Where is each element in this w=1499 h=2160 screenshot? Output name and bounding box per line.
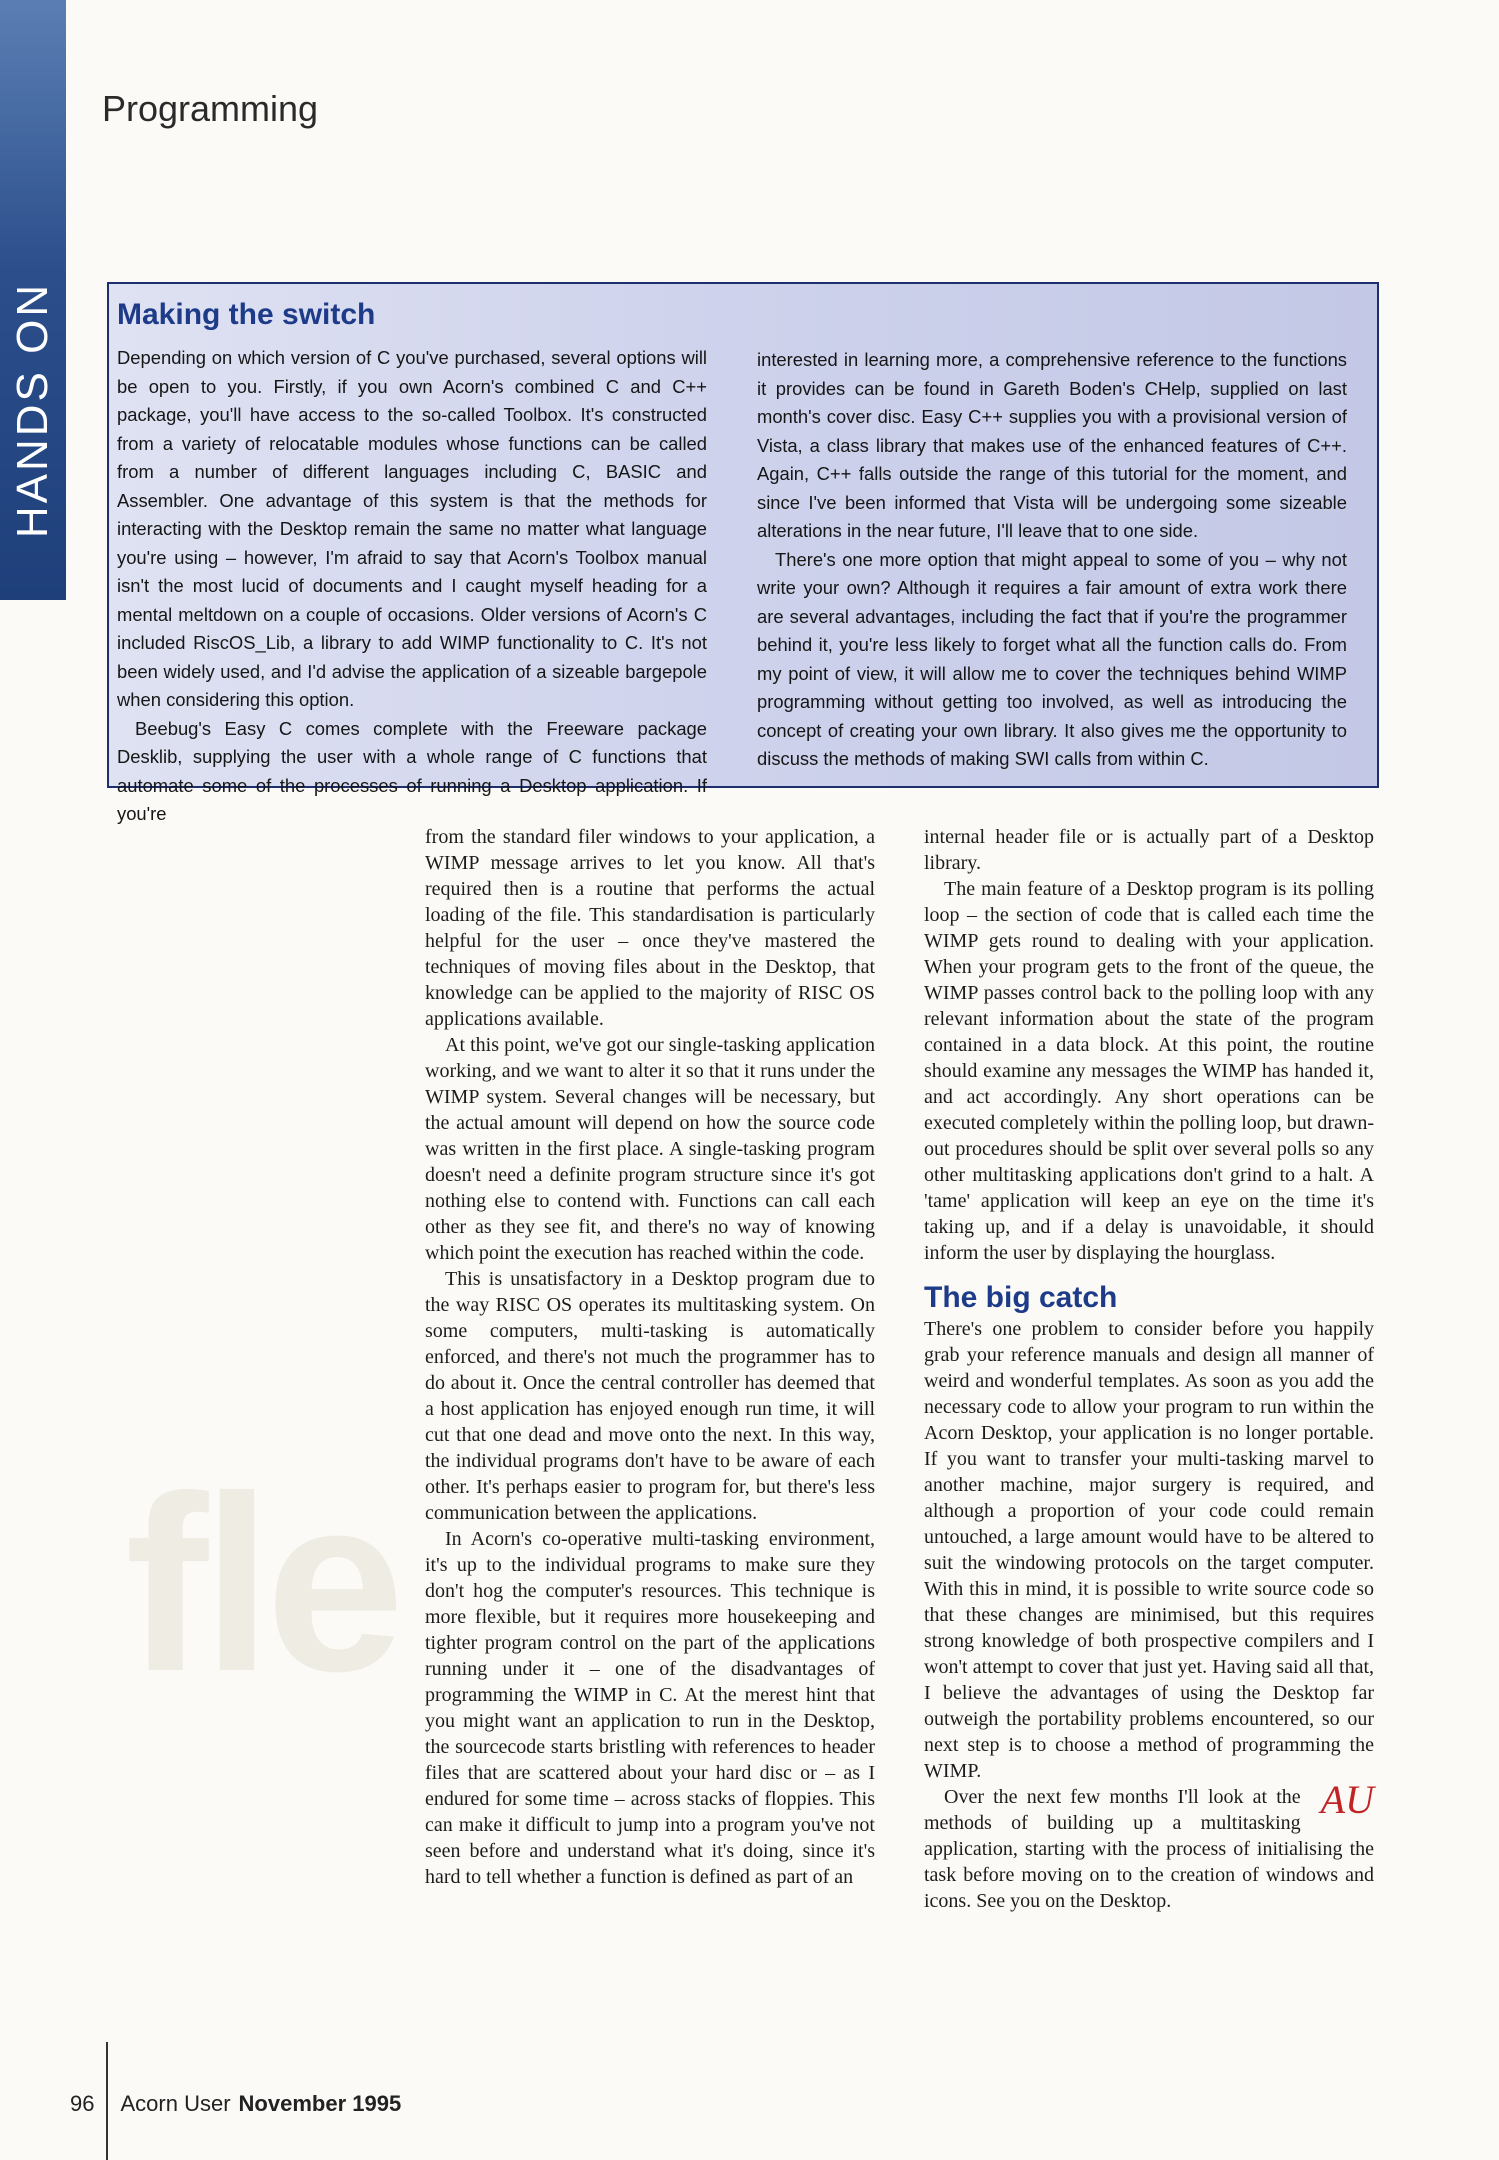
- body-paragraph: from the standard filer windows to your application, a WIMP message arrives to let you know. All that's required then is a routine that performs the actual loading of the file. This standardisation is particularly helpful for the user – once they've mastered the techniques of moving files about in the Desktop, that knowledge can be applied to the majority of RISC OS applications available.: [425, 826, 875, 1030]
- issue-date: November 1995: [238, 2090, 402, 2116]
- side-tab-label: HANDS ON: [8, 281, 57, 539]
- end-mark-logo: AU: [1320, 1777, 1374, 1822]
- sidebar-box-paragraph: Beebug's Easy C comes complete with the Freeware package Desklib, supplying the user with a whole range of C functions that automate some of the processes of running a Desktop application. If you're: [117, 717, 707, 824]
- side-tab: [0, 0, 66, 600]
- body-column-two: [924, 824, 1374, 1914]
- subheading: The big catch: [924, 1281, 1118, 1314]
- sidebar-box-left-column: [117, 344, 707, 829]
- footer-divider: [106, 2042, 108, 2160]
- sidebar-box-title: Making the switch: [117, 298, 376, 331]
- sidebar-box-paragraph: interested in learning more, a comprehensive reference to the functions it provides can be found in Gareth Boden's CHelp, supplied on last month's cover disc. Easy C++ supplies you with a provisional version of Vista, a class library that makes use of the enhanced features of C++. Again, C++ falls outside the range of this tutorial for the moment, and since I've been informed that Vista will be undergoing some sizeable alterations in the near future, I'll leave that to one side.: [757, 349, 1347, 541]
- sidebar-box-paragraph: Depending on which version of C you've purchased, several options will be open to you. Firstly, if you own Acorn's combined C and C++ package, you'll have access to the so-called Toolbox. It's constructed from a variety of relocatable modules whose functions can be called from a number of different languages including C, BASIC and Assembler. One advantage of this system is that the methods for interacting with the Desktop remain the same no matter what language you're using – however, I'm afraid to say that Acorn's Toolbox manual isn't the most lucid of documents and I caught myself heading for a mental meltdown on a couple of occasions. Older versions of Acorn's C included RiscOS_Lib, a library to add WIMP functionality to C. It's not been widely used, and I'd advise the application of a sizeable bargepole when considering this option.: [117, 347, 707, 710]
- closing-text: Over the next few months I'll look at the methods of building up a multitasking application, starting with the process of initialising the task before moving on to the creation of windows and icons. See you on the Desktop.: [924, 1786, 1374, 1912]
- background-ghost-text: fle: [125, 1444, 399, 1723]
- page-number: 96: [70, 2090, 95, 2116]
- magazine-name: Acorn User: [120, 2090, 231, 2116]
- sidebar-box-right-column: [757, 346, 1347, 774]
- body-paragraph: At this point, we've got our single-tasking application working, and we want to alter it so that it runs under the WIMP system. Several changes will be necessary, but the actual amount will depend on how the source code was written in the first place. A single-tasking program doesn't need a definite program structure since it's got nothing else to contend with. Functions can call each other as they see fit, and there's no way of knowing which point the execution has reached within the code.: [425, 1034, 875, 1264]
- sidebar-box: [107, 282, 1379, 824]
- body-paragraph: The main feature of a Desktop program is its polling loop – the section of code that is called each time the WIMP gets round to dealing with your application. When your program gets to the front of the queue, the WIMP passes control back to the polling loop with any relevant information about the state of the program contained in a data block. At this point, the routine should examine any messages the WIMP has handed it, and act accordingly. Any short operations can be executed completely within the polling loop, but drawn-out procedures should be split over several polls so any other multitasking applications don't grind to a halt. A 'tame' application will keep an eye on the time it's taking up, and if a delay is unavoidable, it should inform the user by displaying the hourglass.: [924, 878, 1374, 1264]
- body-paragraph: This is unsatisfactory in a Desktop program due to the way RISC OS operates its multitasking system. On some computers, multi-tasking is automatically enforced, and there's not much the programmer has to do about it. Once the central controller has deemed that a host application has enjoyed enough run time, it will cut that one dead and move onto the next. In this way, the individual programs don't have to be aware of each other. It's perhaps easier to program for, but there's less communication between the applications.: [425, 1268, 875, 1524]
- sidebar-box-paragraph: There's one more option that might appeal to some of you – why not write your own? Although it requires a fair amount of extra work there are several advantages, including the fact that if you're the programmer behind it, you're less likely to forget what all the function calls do. From my point of view, it will allow me to cover the techniques behind WIMP programming without getting too involved, as well as introducing the concept of creating your own library. It also gives me the opportunity to discuss the methods of making SWI calls from within C.: [757, 548, 1347, 769]
- body-paragraph: There's one problem to consider before you happily grab your reference manuals and design all manner of weird and wonderful templates. As soon as you add the necessary code to allow your program to run within the Acorn Desktop, your application is no longer portable. If you want to transfer your multi-tasking marvel to another machine, major surgery is required, and although a proportion of your code could remain untouched, a large amount would have to be altered to suit the windowing protocols on the target computer. With this in mind, it is possible to write source code so that these changes are minimised, but this requires strong knowledge of both prospective compilers and I won't attempt to cover that just yet. Having said all that, I believe the advantages of using the Desktop far outweigh the portability problems encountered, so our next step is to choose a method of programming the WIMP.: [924, 1318, 1374, 1782]
- section-title: Programming: [102, 88, 319, 129]
- body-paragraph: internal header file or is actually part of a Desktop library.: [924, 826, 1374, 874]
- body-column-one: [425, 824, 875, 1890]
- page-footer: [70, 2047, 401, 2160]
- body-paragraph: [924, 1777, 1374, 1914]
- body-paragraph: In Acorn's co-operative multi-tasking environment, it's up to the individual programs to make sure they don't hog the computer's resources. This technique is more flexible, but it requires more housekeeping and tighter program control on the part of the applications running under it – one of the disadvantages of programming the WIMP in C. At the merest hint that you might want an application to run in the Desktop, the sourcecode starts bristling with references to header files that are scattered about your hard disc or – as I endured for some time – across stacks of floppies. This can make it difficult to jump into a program you've not seen before and understand what it's doing, since it's hard to tell whether a function is defined as part of an: [425, 1528, 875, 1888]
